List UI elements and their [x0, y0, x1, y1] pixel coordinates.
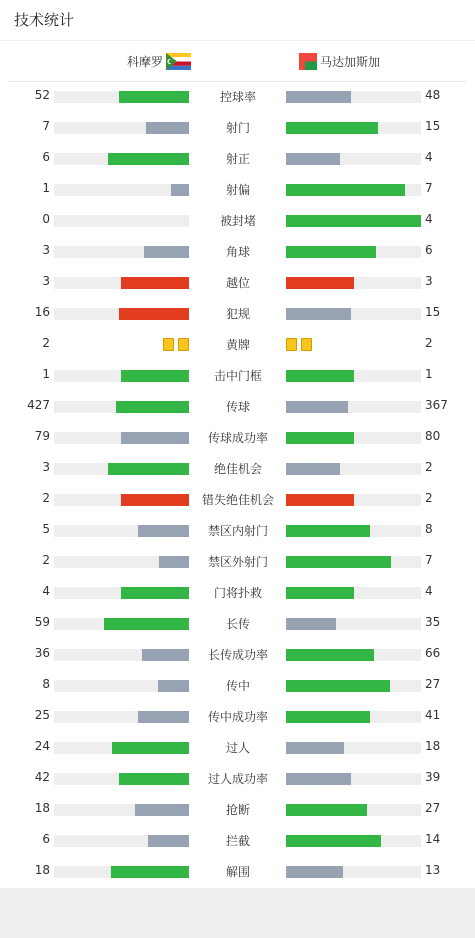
yellow-card-icon — [163, 338, 174, 351]
home-bar-track — [54, 649, 189, 661]
stat-label: 黄牌 — [225, 338, 250, 352]
home-bar-track — [54, 184, 189, 196]
home-bar-track — [54, 618, 189, 630]
away-yellow-cards — [286, 338, 312, 351]
home-bar-track — [54, 680, 189, 692]
home-bar-fill — [108, 463, 189, 475]
away-value: 4 — [425, 584, 433, 598]
home-bar-track — [54, 587, 189, 599]
home-value: 36 — [34, 646, 50, 660]
away-bar-fill — [286, 835, 381, 847]
away-value: 367 — [425, 398, 448, 412]
home-value: 2 — [42, 491, 50, 505]
away-bar-track — [286, 122, 421, 134]
away-bar-track — [286, 494, 421, 506]
home-bar-track — [54, 556, 189, 568]
home-value: 427 — [27, 398, 50, 412]
home-bar-track — [54, 122, 189, 134]
away-value: 3 — [425, 274, 433, 288]
away-value: 35 — [425, 615, 441, 629]
yellow-card-icon — [178, 338, 189, 351]
home-bar-fill — [142, 649, 189, 661]
home-bar-fill — [116, 401, 189, 413]
away-bar-fill — [286, 494, 354, 506]
away-value: 2 — [425, 460, 433, 474]
away-bar-track — [286, 91, 421, 103]
away-bar-fill — [286, 618, 336, 630]
home-bar-track — [54, 277, 189, 289]
stat-label: 控球率 — [219, 90, 256, 104]
stat-row — [0, 764, 475, 795]
home-value: 1 — [42, 181, 50, 195]
away-bar-fill — [286, 122, 378, 134]
away-value: 80 — [425, 429, 441, 443]
yellow-card-icon — [286, 338, 297, 351]
home-value: 42 — [34, 770, 50, 784]
home-value: 3 — [42, 460, 50, 474]
away-bar-track — [286, 525, 421, 537]
home-bar-track — [54, 463, 189, 475]
home-bar-fill — [121, 587, 189, 599]
home-bar-track — [54, 308, 189, 320]
home-value: 16 — [34, 305, 50, 319]
away-value: 7 — [425, 181, 433, 195]
away-bar-fill — [286, 556, 391, 568]
away-value: 15 — [425, 305, 441, 319]
away-bar-fill — [286, 804, 367, 816]
away-bar-fill — [286, 711, 370, 723]
madagascar-flag-icon — [299, 53, 317, 70]
home-bar-fill — [121, 370, 189, 382]
away-bar-track — [286, 277, 421, 289]
stat-row — [0, 516, 475, 547]
stat-label: 绝佳机会 — [213, 462, 262, 476]
away-team[interactable] — [299, 52, 380, 70]
stat-label: 传球 — [225, 400, 250, 414]
home-bar-track — [54, 742, 189, 754]
away-bar-fill — [286, 587, 354, 599]
stat-row — [0, 609, 475, 640]
home-bar-fill — [135, 804, 189, 816]
stat-row — [0, 330, 475, 361]
home-bar-fill — [138, 525, 189, 537]
stat-row — [0, 671, 475, 702]
stat-label: 传球成功率 — [207, 431, 268, 445]
away-value: 13 — [425, 863, 441, 877]
stat-label: 射正 — [225, 152, 250, 166]
home-bar-track — [54, 773, 189, 785]
stat-label: 射门 — [225, 121, 250, 135]
away-value: 4 — [425, 150, 433, 164]
away-value: 66 — [425, 646, 441, 660]
stat-label: 抢断 — [225, 803, 250, 817]
stat-label: 过人成功率 — [207, 772, 268, 786]
away-bar-fill — [286, 866, 343, 878]
home-bar-fill — [121, 432, 189, 444]
away-bar-track — [286, 556, 421, 568]
stat-label: 解围 — [225, 865, 250, 879]
home-bar-fill — [138, 711, 189, 723]
home-value: 25 — [34, 708, 50, 722]
home-bar-fill — [148, 835, 189, 847]
home-bar-fill — [171, 184, 189, 196]
stat-label: 犯规 — [225, 307, 250, 321]
away-value: 14 — [425, 832, 441, 846]
away-bar-track — [286, 401, 421, 413]
stat-label: 过人 — [225, 741, 250, 755]
stat-row — [0, 702, 475, 733]
away-bar-track — [286, 308, 421, 320]
away-bar-track — [286, 432, 421, 444]
away-value: 7 — [425, 553, 433, 567]
stat-label: 门将扑救 — [213, 586, 262, 600]
away-bar-fill — [286, 773, 351, 785]
home-bar-fill — [158, 680, 189, 692]
home-value: 3 — [42, 243, 50, 257]
home-bar-fill — [159, 556, 189, 568]
away-bar-fill — [286, 432, 354, 444]
home-bar-track — [54, 370, 189, 382]
home-value: 8 — [42, 677, 50, 691]
away-bar-fill — [286, 649, 374, 661]
home-bar-track — [54, 401, 189, 413]
stat-row — [0, 795, 475, 826]
stats-list — [0, 82, 475, 888]
stat-row — [0, 547, 475, 578]
home-value: 7 — [42, 119, 50, 133]
home-value: 1 — [42, 367, 50, 381]
stat-row — [0, 361, 475, 392]
home-value: 24 — [34, 739, 50, 753]
home-bar-track — [54, 153, 189, 165]
stat-row — [0, 640, 475, 671]
home-value: 18 — [34, 801, 50, 815]
home-bar-track — [54, 711, 189, 723]
home-bar-track — [54, 91, 189, 103]
home-value: 2 — [42, 553, 50, 567]
home-value: 59 — [34, 615, 50, 629]
stat-label: 错失绝佳机会 — [201, 493, 274, 507]
yellow-card-icon — [301, 338, 312, 351]
stat-label: 击中门框 — [213, 369, 262, 383]
stat-row — [0, 206, 475, 237]
card-header — [0, 0, 475, 41]
away-bar-track — [286, 835, 421, 847]
comoros-flag-icon — [166, 53, 191, 70]
home-bar-fill — [119, 308, 189, 320]
home-bar-track — [54, 494, 189, 506]
home-value: 79 — [34, 429, 50, 443]
stat-label: 角球 — [225, 245, 250, 259]
home-bar-fill — [112, 742, 189, 754]
stat-row — [0, 299, 475, 330]
away-value: 15 — [425, 119, 441, 133]
stat-row — [0, 82, 475, 113]
away-value: 2 — [425, 336, 433, 350]
stat-row — [0, 857, 475, 888]
away-bar-fill — [286, 215, 421, 227]
home-bar-track — [54, 432, 189, 444]
away-value: 27 — [425, 801, 441, 815]
away-bar-fill — [286, 525, 370, 537]
away-value: 1 — [425, 367, 433, 381]
home-bar-track — [54, 525, 189, 537]
stat-row — [0, 268, 475, 299]
away-value: 27 — [425, 677, 441, 691]
home-bar-fill — [144, 246, 189, 258]
home-value: 6 — [42, 150, 50, 164]
home-bar-track — [54, 866, 189, 878]
stat-row — [0, 454, 475, 485]
away-value: 8 — [425, 522, 433, 536]
away-bar-fill — [286, 401, 348, 413]
away-bar-track — [286, 618, 421, 630]
away-value: 48 — [425, 88, 441, 102]
away-value: 18 — [425, 739, 441, 753]
stat-row — [0, 392, 475, 423]
home-value: 0 — [42, 212, 50, 226]
away-bar-track — [286, 463, 421, 475]
home-bar-fill — [104, 618, 189, 630]
home-value: 3 — [42, 274, 50, 288]
away-bar-track — [286, 773, 421, 785]
away-bar-track — [286, 680, 421, 692]
away-bar-track — [286, 587, 421, 599]
home-bar-fill — [119, 91, 189, 103]
teams-row — [8, 41, 466, 82]
away-value: 4 — [425, 212, 433, 226]
stat-label: 传中成功率 — [207, 710, 268, 724]
home-bar-track — [54, 835, 189, 847]
home-team-name: 科摩罗 — [126, 54, 163, 69]
away-bar-track — [286, 153, 421, 165]
page-title: 技术统计 — [14, 11, 75, 29]
away-bar-track — [286, 649, 421, 661]
home-bar-track — [54, 246, 189, 258]
home-bar-fill — [108, 153, 189, 165]
home-value: 4 — [42, 584, 50, 598]
stat-label: 禁区外射门 — [207, 555, 268, 569]
home-bar-fill — [121, 494, 189, 506]
stat-row — [0, 237, 475, 268]
away-bar-fill — [286, 308, 351, 320]
home-value: 18 — [34, 863, 50, 877]
stat-label: 长传成功率 — [207, 648, 268, 662]
away-bar-fill — [286, 680, 390, 692]
home-bar-fill — [111, 866, 189, 878]
away-bar-fill — [286, 184, 405, 196]
home-yellow-cards — [163, 338, 189, 351]
stat-row — [0, 423, 475, 454]
stat-row — [0, 826, 475, 857]
away-value: 2 — [425, 491, 433, 505]
home-bar-fill — [146, 122, 189, 134]
home-value: 6 — [42, 832, 50, 846]
away-bar-fill — [286, 370, 354, 382]
stat-row — [0, 144, 475, 175]
stat-row — [0, 733, 475, 764]
home-value: 52 — [34, 88, 50, 102]
home-value: 5 — [42, 522, 50, 536]
stat-label: 射偏 — [225, 183, 250, 197]
stat-label: 长传 — [225, 617, 250, 631]
away-bar-track — [286, 866, 421, 878]
away-value: 41 — [425, 708, 441, 722]
away-bar-track — [286, 215, 421, 227]
home-bar-track — [54, 215, 189, 227]
stat-row — [0, 578, 475, 609]
away-bar-track — [286, 804, 421, 816]
away-bar-fill — [286, 463, 340, 475]
home-bar-fill — [119, 773, 189, 785]
away-value: 39 — [425, 770, 441, 784]
away-team-name: 马达加斯加 — [320, 54, 381, 69]
away-bar-fill — [286, 277, 354, 289]
away-bar-track — [286, 711, 421, 723]
stat-label: 拦截 — [225, 834, 250, 848]
away-bar-fill — [286, 246, 376, 258]
stat-row — [0, 175, 475, 206]
home-team[interactable] — [127, 52, 191, 70]
home-bar-fill — [121, 277, 189, 289]
stat-label: 传中 — [225, 679, 250, 693]
away-bar-fill — [286, 153, 340, 165]
away-bar-track — [286, 246, 421, 258]
stat-label: 越位 — [225, 276, 250, 290]
away-bar-track — [286, 370, 421, 382]
home-bar-track — [54, 804, 189, 816]
stat-row — [0, 485, 475, 516]
away-bar-track — [286, 742, 421, 754]
stat-label: 禁区内射门 — [207, 524, 268, 538]
away-value: 6 — [425, 243, 433, 257]
stat-label: 被封堵 — [219, 214, 256, 228]
away-bar-track — [286, 184, 421, 196]
away-bar-fill — [286, 91, 351, 103]
home-value: 2 — [42, 336, 50, 350]
stat-row — [0, 113, 475, 144]
away-bar-fill — [286, 742, 344, 754]
